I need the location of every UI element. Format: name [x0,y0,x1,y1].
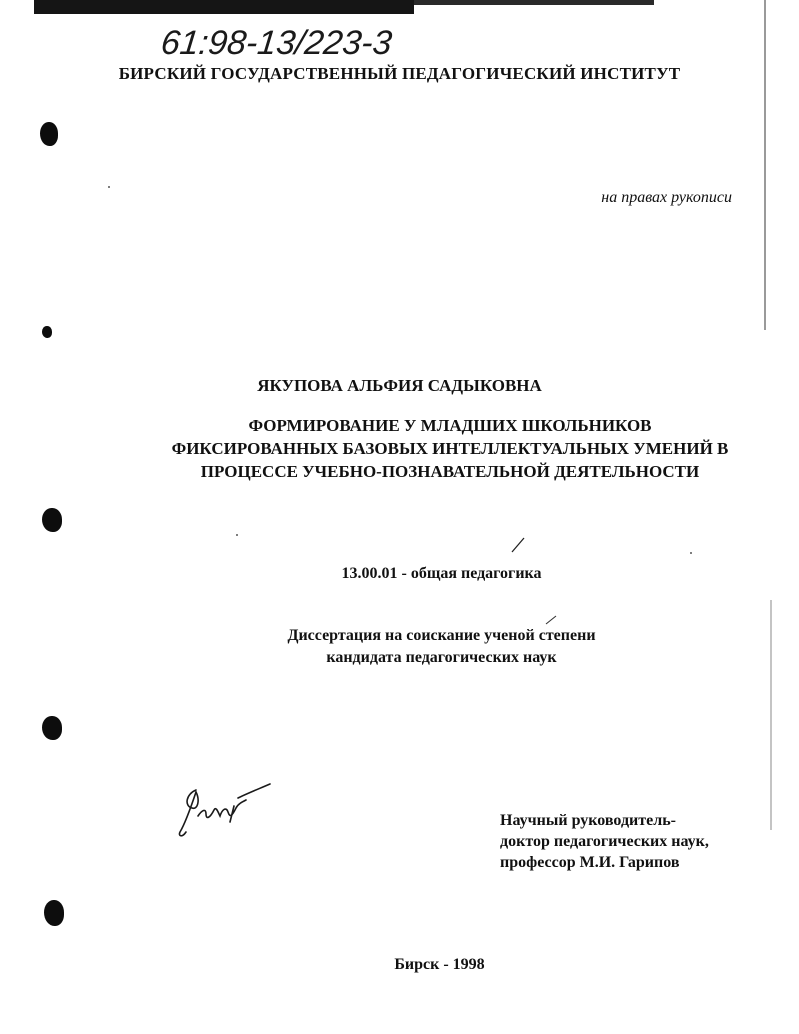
punch-hole-3 [42,508,62,532]
scientific-supervisor [500,810,760,873]
degree-line: кандидата педагогических наук [326,649,557,666]
title-line: ФИКСИРОВАННЫХ БАЗОВЫХ ИНТЕЛЛЕКТУАЛЬНЫХ УМЕНИЙ В [171,439,729,458]
title-line: ПРОЦЕССЕ УЧЕБНО-ПОЗНАВАТЕЛЬНОЙ ДЕЯТЕЛЬНОСТИ [200,462,700,481]
scan-speck [690,552,692,554]
specialty-code: 13.00.01 - общая педагогика [341,565,542,582]
institute-name: БИРСКИЙ ГОСУДАРСТВЕННЫЙ ПЕДАГОГИЧЕСКИЙ ИНСТИТУТ [118,64,681,83]
pen-tick-1 [510,536,526,554]
archive-number-text: 61:98-13/223-3 [159,24,394,62]
supervisor-line: доктор педагогических наук, [500,833,709,850]
city-year: Бирск - 1998 [394,956,485,973]
degree-statement [0,625,799,669]
supervisor-line: профессор М.И. Гарипов [500,854,680,871]
degree-line: Диссертация на соискание ученой степени [287,627,596,644]
punch-hole-5 [44,900,64,926]
archive-number-handwriting [158,16,498,66]
dissertation-title [120,414,780,483]
author-name: ЯКУПОВА АЛЬФИЯ САДЫКОВНА [257,376,542,395]
scan-speck [108,186,110,188]
scan-edge-top [34,0,414,14]
scan-speck [236,534,238,536]
scan-edge-top-right [414,0,654,5]
punch-hole-2 [42,326,52,338]
punch-hole-1 [40,122,58,146]
title-line: ФОРМИРОВАНИЕ У МЛАДШИХ ШКОЛЬНИКОВ [248,416,652,435]
manuscript-note: на правах рукописи [601,189,732,206]
archive-number [158,16,498,66]
punch-hole-4 [42,716,62,740]
supervisor-line: Научный руководитель- [500,812,676,829]
handwritten-signature [176,782,276,842]
scan-edge-right [764,0,766,330]
